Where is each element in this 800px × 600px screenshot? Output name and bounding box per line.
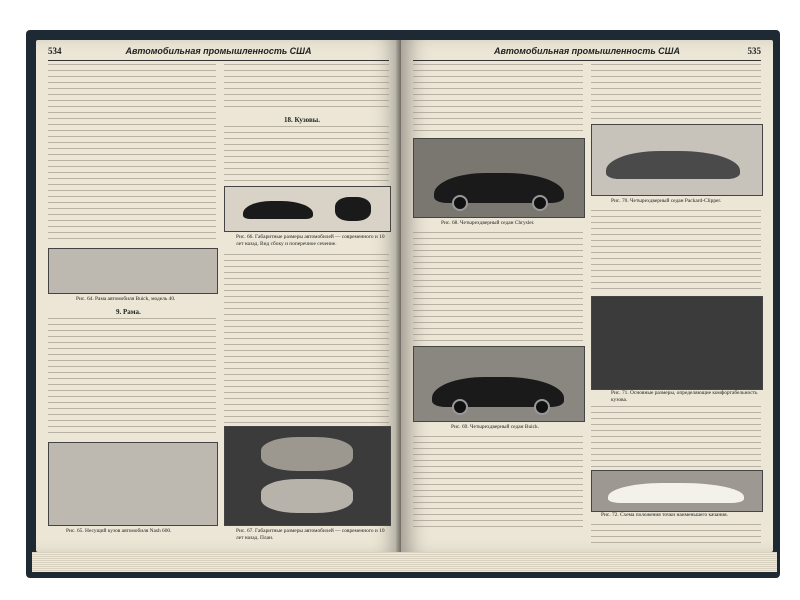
packard-photo	[591, 124, 763, 196]
left-page	[36, 40, 401, 552]
chrysler-photo	[413, 138, 585, 218]
right-page	[401, 40, 773, 552]
caption-fig69: Рис. 69. Четырехдверный седан Buick.	[451, 424, 540, 430]
car-side-icon	[243, 201, 313, 219]
right-page-col2-text-3	[591, 406, 761, 476]
car-outline-icon	[608, 483, 744, 503]
left-running-title: Автомобильная промышленность США	[125, 46, 312, 56]
right-page-col1-text-3	[413, 436, 583, 532]
right-col-top-text	[224, 64, 389, 112]
packard-car-icon	[606, 151, 740, 179]
buick-photo	[413, 346, 585, 422]
frame-photo	[48, 248, 218, 294]
left-col-2-text	[48, 318, 216, 438]
right-page-col2-text-2	[591, 210, 761, 294]
wheel-icon	[532, 195, 548, 211]
left-page-number: 534	[48, 46, 62, 56]
caption-fig72: Рис. 72. Схема положения точки наименьшего качания.	[601, 512, 728, 518]
caption-fig64: Рис. 64. Рама автомобиля Buick, модель 40.	[76, 296, 176, 302]
right-header	[413, 46, 761, 61]
right-page-col2-text-1	[591, 64, 761, 120]
swing-point-figure	[591, 470, 763, 512]
caption-fig65: Рис. 65. Несущий кузов автомобиля Nash 600.	[66, 528, 172, 534]
right-col-text-2	[224, 126, 389, 182]
right-running-title: Автомобильная промышленность США	[494, 46, 680, 56]
right-page-number: 535	[747, 46, 761, 56]
right-col-text-3	[224, 254, 389, 424]
plan-view-figure	[224, 426, 391, 526]
section-heading-bodies: 18. Кузовы.	[284, 116, 320, 124]
left-col-1-text	[48, 64, 216, 244]
caption-fig66: Рис. 66. Габаритные размеры автомобилей — современного и 10 лет назад. Вид сбоку и поперечное сечение.	[236, 234, 385, 247]
page-edges	[32, 552, 777, 572]
wheel-icon	[534, 399, 550, 415]
wheel-icon	[452, 195, 468, 211]
right-page-col2-text-4	[591, 524, 761, 548]
nash-body-photo	[48, 442, 218, 526]
car-silhouette-figure	[224, 186, 391, 232]
interior-seat-photo	[591, 296, 763, 390]
car-plan-outline-1	[261, 437, 353, 471]
caption-fig70: Рис. 70. Четырехдверный седан Packard-Clipper.	[611, 198, 722, 204]
section-heading-frame: 9. Рама.	[116, 308, 141, 316]
caption-fig67: Рис. 67. Габаритные размеры автомобилей — современного и 10 лет назад. План.	[236, 528, 385, 541]
wheel-icon	[452, 399, 468, 415]
right-page-col1-text-1	[413, 64, 583, 134]
right-page-col1-text-2	[413, 232, 583, 342]
car-plan-outline-2	[261, 479, 353, 513]
left-header	[48, 46, 389, 61]
caption-fig68: Рис. 68. Четырехдверный седан Chrysler.	[441, 220, 535, 226]
caption-fig71: Рис. 71. Основные размеры, определяющие комфортабельность кузова.	[611, 390, 758, 403]
car-front-icon	[335, 197, 371, 221]
